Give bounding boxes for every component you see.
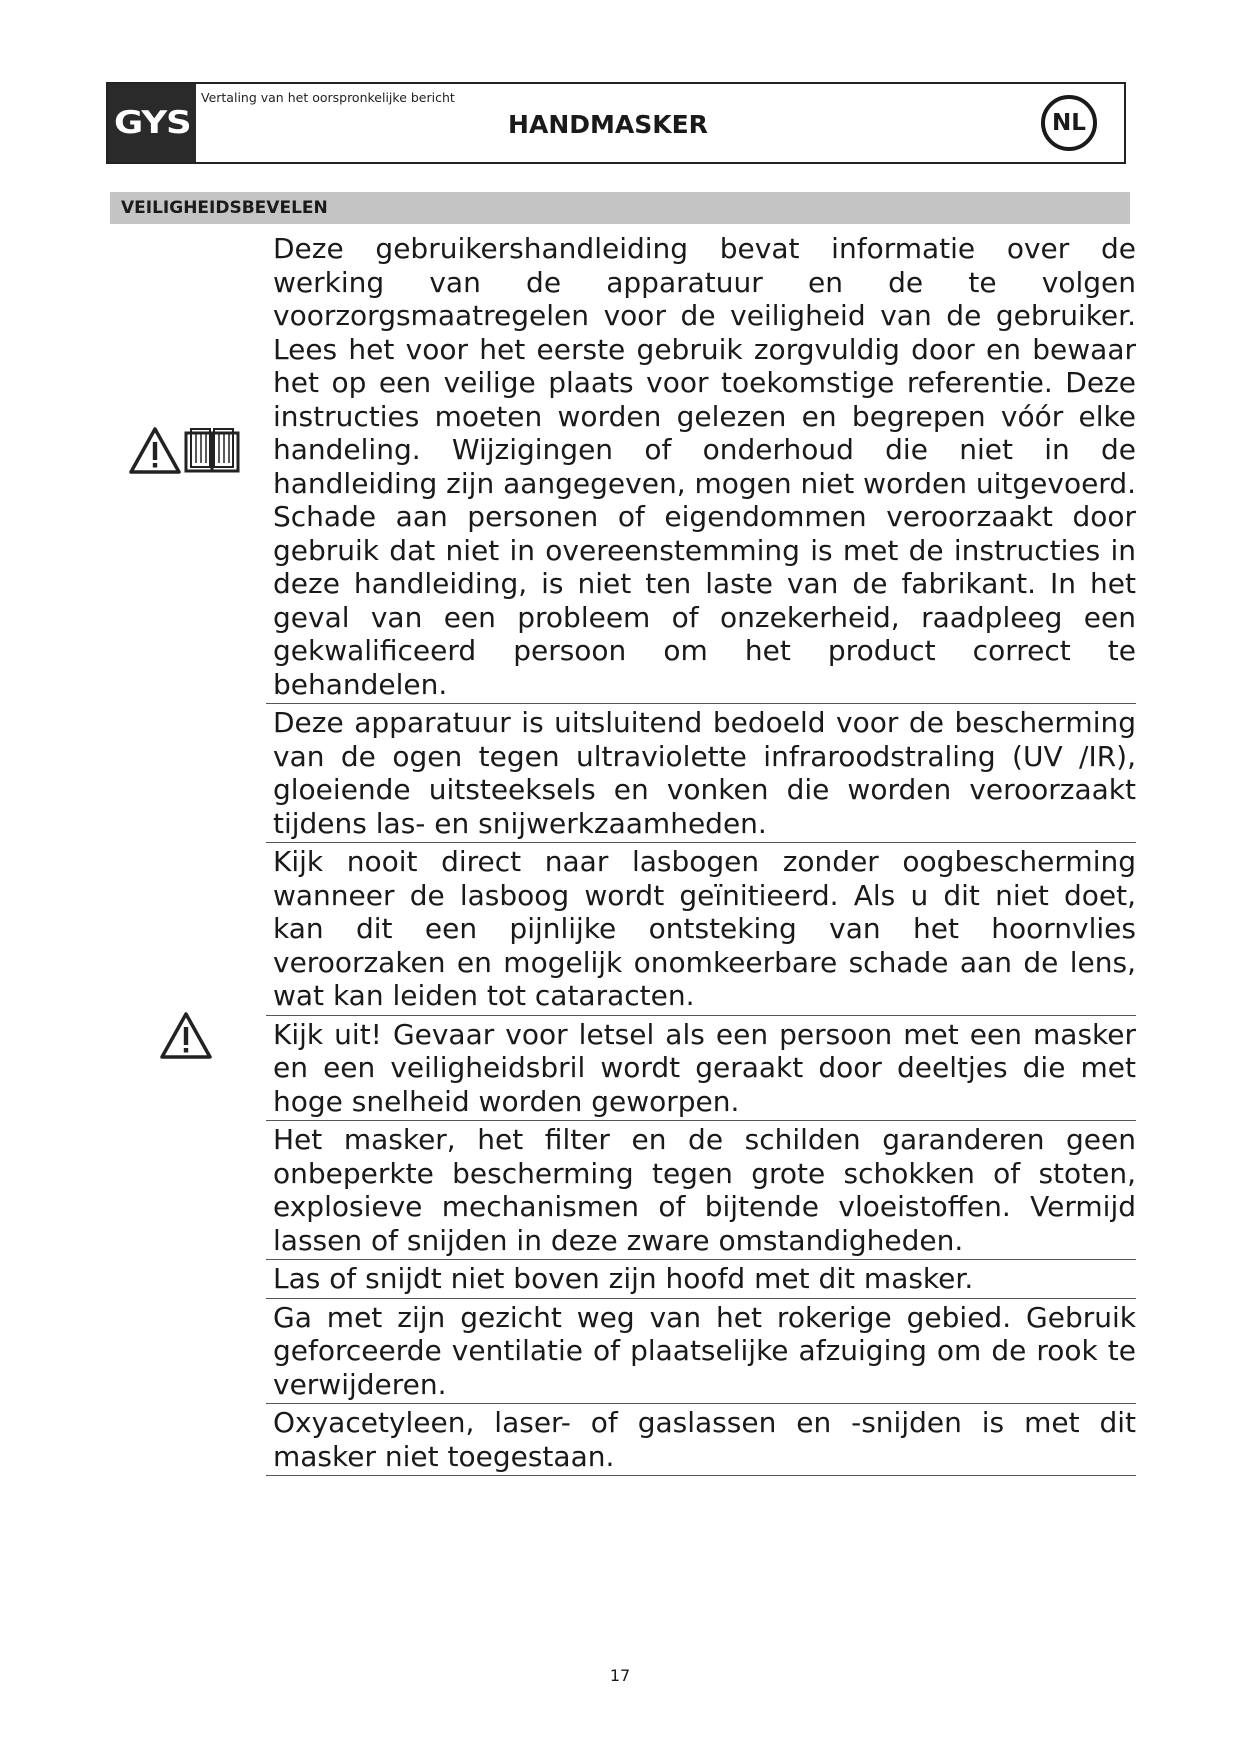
section-title: VEILIGHEIDSBEVELEN [121, 198, 328, 218]
manual-book-icon [186, 429, 238, 471]
page-title: HANDMASKER [508, 110, 708, 139]
instruction-paragraph: Kijk uit! Gevaar voor letsel als een persoon met een masker en een veiligheidsbril wordt geraakt door deeltjes die met hoge snelheid worden geworpen. [266, 1018, 1136, 1122]
instruction-paragraph: Oxyacetyleen, laser- of gaslassen en -snijden is met dit masker niet toegestaan. [266, 1406, 1136, 1476]
warning-icon [131, 429, 179, 472]
language-badge: NL [1041, 95, 1097, 151]
instruction-paragraph: Las of snijdt niet boven zijn hoofd met dit masker. [266, 1262, 1136, 1299]
page-header [106, 82, 1126, 164]
warning-and-manual-icon [128, 425, 246, 477]
instruction-paragraph: Deze gebruikershandleiding bevat informatie over de werking van de apparatuur en de te volgen voorzorgsmaatregelen voor de veiligheid van de gebruiker. Lees het voor het eerste gebruik zorgvuldig door en bewaar het op een veilige plaats voor toekomstige referentie. Deze instructies moeten worden gelezen en begrepen vóór elke handeling. Wijzigingen of onderhoud die niet in de handleiding zijn aangegeven, mogen niet worden uitgevoerd. Schade aan personen of eigendommen veroorzaakt door gebruik dat niet in overeenstemming is met de instructies in deze handleiding, is niet ten laste van de fabrikant. In het geval van een probleem of onzekerheid, raadpleeg een gekwalificeerd persoon om het product correct te behandelen. [266, 232, 1136, 704]
safety-instructions [266, 232, 1136, 1476]
logo-text: GYS [113, 105, 191, 141]
warning-icon [158, 1010, 214, 1062]
page-number: 17 [609, 1666, 631, 1685]
header-subtitle: Vertaling van het oorspronkelijke bericht [201, 90, 455, 105]
gys-logo [108, 84, 196, 162]
instruction-paragraph: Kijk nooit direct naar lasbogen zonder oogbescherming wanneer de lasboog wordt geïnitieerd. Als u dit niet doet, kan dit een pijnlijke ontsteking van het hoornvlies veroorzaken en mogelijk onomkeerbare schade aan de lens, wat kan leiden tot cataracten. [266, 845, 1136, 1016]
instruction-paragraph: Ga met zijn gezicht weg van het rokerige gebied. Gebruik geforceerde ventilatie of plaatselijke afzuiging om de rook te verwijderen. [266, 1301, 1136, 1405]
instruction-paragraph: Het masker, het filter en de schilden garanderen geen onbeperkte bescherming tegen grote schokken of stoten, explosieve mechanismen of bijtende vloeistoffen. Vermijd lassen of snijden in deze zware omstandigheden. [266, 1123, 1136, 1260]
instruction-paragraph: Deze apparatuur is uitsluitend bedoeld voor de bescherming van de ogen tegen ultraviolette infraroodstraling (UV /IR), gloeiende uitsteeksels en vonken die worden veroorzaakt tijdens las- en snijwerkzaamheden. [266, 706, 1136, 843]
section-header [110, 192, 1130, 224]
